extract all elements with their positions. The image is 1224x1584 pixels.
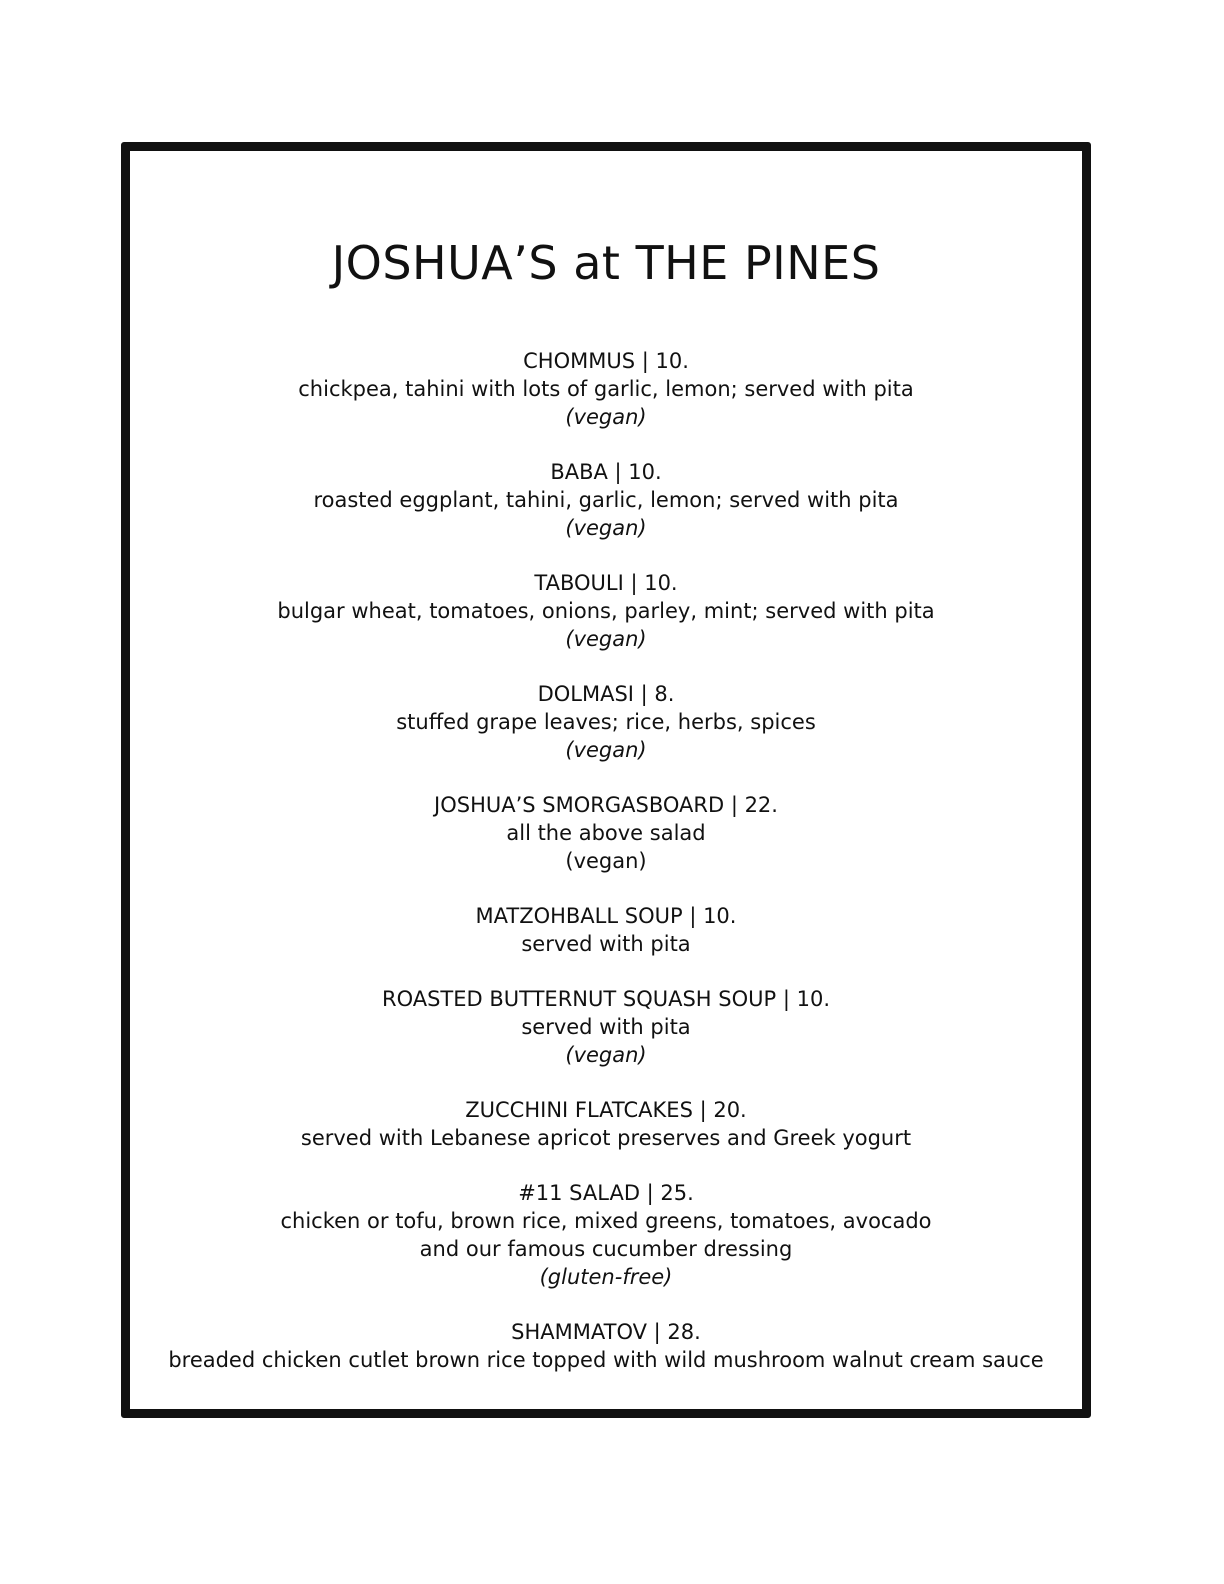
menu-item-matzohball-soup (130, 902, 1082, 958)
menu-item-description: chickpea, tahini with lots of garlic, lemon; served with pita (298, 377, 914, 401)
menu-item-name-price: MATZOHBALL SOUP | 10. (475, 904, 737, 928)
menu-item-description: served with pita (521, 1015, 691, 1039)
menu-item-chommus (130, 347, 1082, 431)
menu-item-description: roasted eggplant, tahini, garlic, lemon; served with pita (313, 488, 899, 512)
menu-frame (121, 142, 1091, 1418)
menu-item-tabouli (130, 569, 1082, 653)
menu-item-description: bulgar wheat, tomatoes, onions, parley, mint; served with pita (277, 599, 935, 623)
menu-item-smorgasboard (130, 791, 1082, 875)
menu-item-baba (130, 458, 1082, 542)
menu-item-description: all the above salad (506, 821, 706, 845)
menu-item-name-price: TABOULI | 10. (534, 571, 678, 595)
menu-item-name-price: ROASTED BUTTERNUT SQUASH SOUP | 10. (381, 987, 830, 1011)
menu-item-butternut-squash-soup (130, 985, 1082, 1069)
menu-title: JOSHUA’S at THE PINES (331, 236, 881, 290)
menu-item-shammatov (130, 1318, 1082, 1374)
menu-item-name-price: ZUCCHINI FLATCAKES | 20. (465, 1098, 747, 1122)
menu-item-name-price: JOSHUA’S SMORGASBOARD | 22. (434, 793, 778, 817)
menu-item-zucchini-flatcakes (130, 1096, 1082, 1152)
menu-item-description: (vegan) (565, 849, 647, 873)
menu-item-dietary-note: (vegan) (565, 1043, 647, 1067)
menu-item-dietary-note: (vegan) (565, 738, 647, 762)
menu-list (130, 347, 1082, 1401)
menu-item-name-price: BABA | 10. (550, 460, 662, 484)
menu-item-11-salad (130, 1179, 1082, 1291)
menu-item-description: served with Lebanese apricot preserves and Greek yogurt (300, 1126, 912, 1150)
menu-item-dolmasi (130, 680, 1082, 764)
menu-item-dietary-note: (vegan) (565, 405, 647, 429)
menu-item-name-price: DOLMASI | 8. (537, 682, 675, 706)
menu-item-description: chicken or tofu, brown rice, mixed greens, tomatoes, avocado (280, 1209, 932, 1233)
menu-item-description: breaded chicken cutlet brown rice topped with wild mushroom walnut cream sauce (168, 1348, 1044, 1372)
menu-item-name-price: SHAMMATOV | 28. (511, 1320, 701, 1344)
menu-item-description: and our famous cucumber dressing (419, 1237, 793, 1261)
menu-item-name-price: #11 SALAD | 25. (518, 1181, 694, 1205)
menu-item-dietary-note: (gluten-free) (539, 1265, 673, 1289)
menu-item-name-price: CHOMMUS | 10. (523, 349, 689, 373)
menu-item-description: served with pita (521, 932, 691, 956)
menu-item-description: stuffed grape leaves; rice, herbs, spices (396, 710, 816, 734)
menu-item-dietary-note: (vegan) (565, 516, 647, 540)
menu-item-dietary-note: (vegan) (565, 627, 647, 651)
